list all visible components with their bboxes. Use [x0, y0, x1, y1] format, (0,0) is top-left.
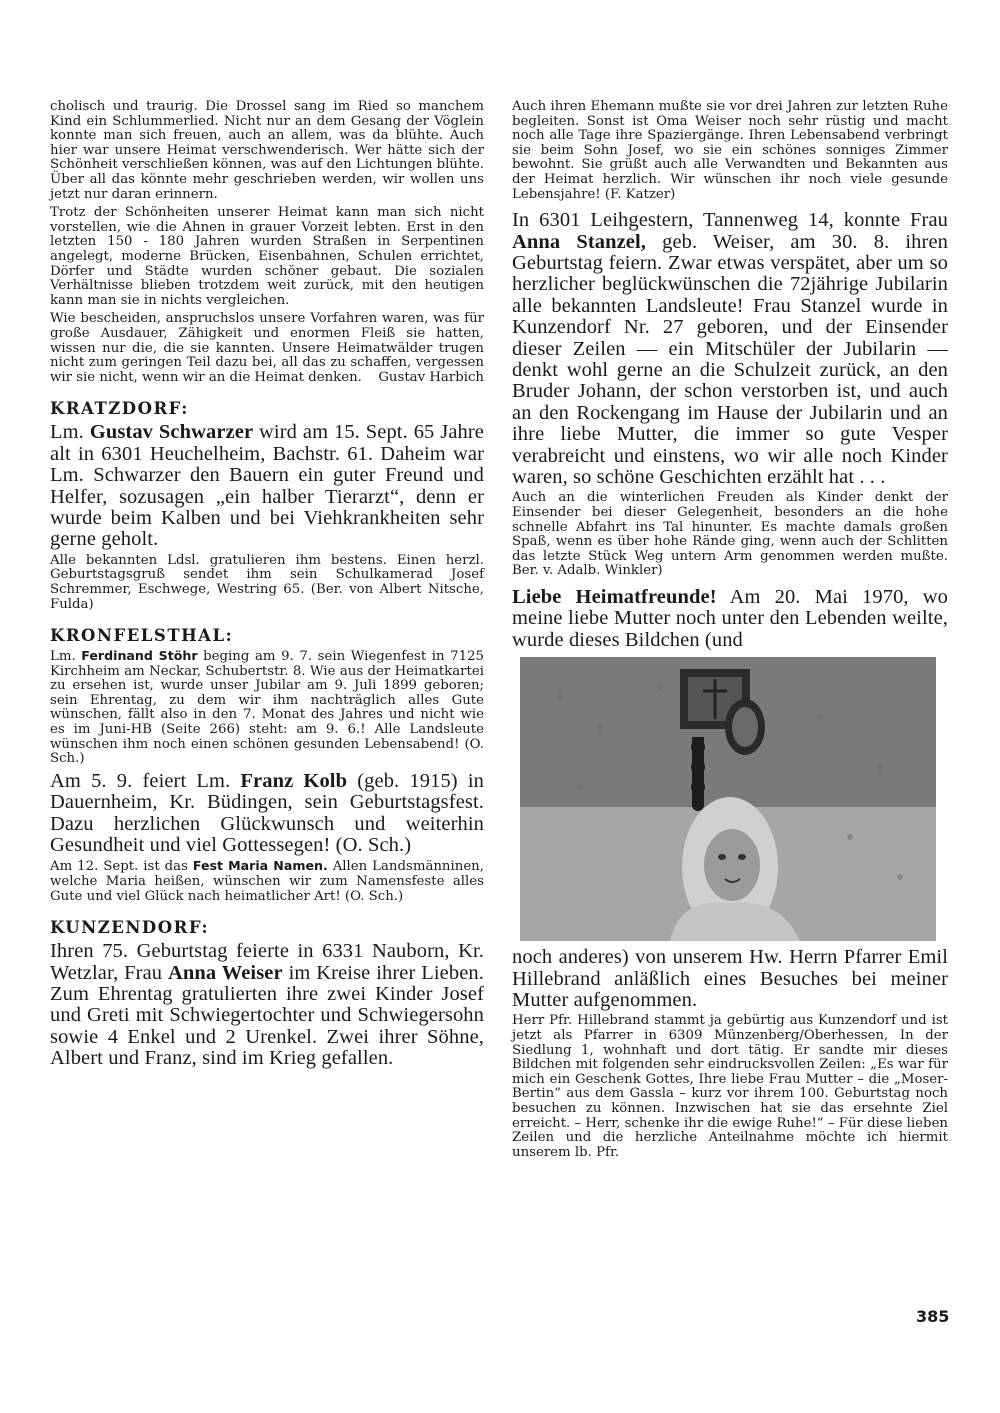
paragraph: In 6301 Leihgestern, Tannenweg 14, konnte Frau Anna Stanzel, geb. Weiser, am 30. 8. ihren Geburtstag feiern. Zwar etwas verspätet, aber um so herzlicher beglückwünschen die 72jährige Jubilarin alle bekannten Landsleute! Frau Stanzel wurde in Kunzendorf Nr. 27 geboren, und der Einsender dieser Zeilen — ein Mitschüler der Jubilarin — denkt wohl gerne an die Schulzeit zurück, an den Bruder Johann, der schon verstorben ist, und auch an den Rockengang im Hause der Jubilarin und an ihre liebe Mutter, die immer so gute Vesper verabreicht und einstens, wo wir alle noch Kinder waren, so schöne Geschichten erzählt hat . . . — [512, 209, 948, 489]
right-column — [512, 100, 948, 1164]
signature: Gustav Harbich — [378, 369, 484, 385]
paragraph: Lm. Ferdinand Stöhr beging am 9. 7. sein Wiegenfest in 7125 Kirchheim am Neckar, Schubertstr. 8. Wie aus der Heimatkartei zu ersehen ist, wurde unser Jubilar am 9. Juli 1899 geboren; sein Ehrentag, zu dem wir ihm nachträglich alles Gute wünschen, fällt also in den 7. Monat des Jahres und nicht wie es im Juni-HB (Seite 266) steht: am 9. 6.! Alle Landsleute wünschen ihm noch einen schönen gesunden Lebensabend! (O. Sch.) — [50, 648, 485, 767]
paragraph: Trotz der Schönheiten unserer Heimat kann man sich nicht vorstellen, wie die Ahnen in grauer Vorzeit lebten. Erst in den letzten 150 - 180 Jahren wurden Straßen in Serpentinen angelegt, moderne Brücken, Eisenbahnen, Schulen errichtet, Dörfer und Städte wurden schöner gebaut. Die sozialen Verhältnisse blieben trotzdem weit zurück, mit den heutigen kann man sie in nichts vergleichen. — [50, 205, 484, 308]
section-heading-kunzendorf: KUNZENDORF: — [50, 918, 210, 938]
paragraph: Wie bescheiden, anspruchslos unsere Vorfahren waren, was für große Ausdauer, Zähigkeit und enormen Fleiß sie hatten, wissen nur die, die sie kannten. Unsere Heimatwälder trugen nicht zum geringen Teil dazu bei, all das zu schaffen, vergessen wir sie nicht, wenn wir an die Heimat denken. Gustav Harbich — [50, 311, 484, 385]
paragraph: Alle bekannten Ldsl. gratulieren ihm bestens. Einen herzl. Geburtstagsgruß sendet ihm sein Schulkamerad Josef Schremmer, Eschwege, Westring 65. (Ber. von Albert Nitsche, Fulda) — [50, 552, 484, 612]
section-heading-kronfelsthal: KRONFELSTHAL: — [50, 626, 234, 646]
paragraph: Am 5. 9. feiert Lm. Franz Kolb (geb. 1915) in Dauernheim, Kr. Büdingen, sein Geburtstagsfest. Dazu herzlichen Glückwunsch und weiterhin Gesundheit und viel Gottessegen! (O. Sch.) — [50, 769, 484, 857]
paragraph: Auch an die winterlichen Freuden als Kinder denkt der Einsender bei dieser Gelegenheit, besonders an die hohe schnelle Abfahrt ins Tal hinunter. Es machte damals großen Spaß, wenn es über hohe Rände ging, wenn auch der Schlitten das letzte Stück Weg untern Arm genommen werden mußte. Ber. v. Adalb. Winkler) — [512, 490, 948, 579]
page-number: 385 — [916, 1307, 950, 1326]
section-heading-kratzdorf: KRATZDORF: — [50, 399, 189, 419]
paragraph: noch anderes) von unserem Hw. Herrn Pfarrer Emil Hillebrand anläßlich eines Besuches bei meiner Mutter aufgenommen. — [512, 946, 948, 1012]
paragraph: cholisch und traurig. Die Drossel sang im Ried so manchem Kind ein Schlummerlied. Nicht nur an dem Gesang der Vöglein konnte man sich freuen, auch an allem, was da blühte. Auch hier war unsere Heimat verschwenderisch. Wer hätte sich der Schönheit verschließen können, was auf den Lichtungen blühte. Über all das könnte mehr geschrieben werden, wir wollen uns jetzt nur daran erinnern. — [50, 99, 484, 202]
paragraph: Ihren 75. Geburtstag feierte in 6331 Nauborn, Kr. Wetzlar, Frau Anna Weiser im Kreise ihrer Lieben. Zum Ehrentag gratulierten ihre zwei Kinder Josef und Greti mit Schwiegertochter und Schwiegersohn sowie 4 Enkel und 2 Urenkel. Zwei ihrer Söhne, Albert und Franz, sind im Krieg gefallen. — [50, 940, 484, 1070]
photo-illustration — [520, 657, 936, 941]
paragraph: Liebe Heimatfreunde! Am 20. Mai 1970, wo meine liebe Mutter noch unter den Lebenden weilte, wurde dieses Bildchen (und — [512, 586, 948, 651]
paragraph: Auch ihren Ehemann mußte sie vor drei Jahren zur letzten Ruhe begleiten. Sonst ist Oma Weiser noch sehr rüstig und macht noch alle Tage ihre Spaziergänge. Ihren Lebensabend verbringt sie beim Sohn Josef, wo sie ein schönes sonniges Zimmer bewohnt. Sie grüßt auch alle Verwandten und Bekannten aus der Heimat herzlich. Wir wünschen ihr noch viele gesunde Lebensjahre! (F. Katzer) — [512, 99, 948, 202]
paragraph: Herr Pfr. Hillebrand stammt ja gebürtig aus Kunzendorf und ist jetzt als Pfarrer in 6309 Münzenberg/Oberhessen, In der Siedlung 1, wohnhaft und dort tätig. Er sandte mir dieses Bildchen mit folgenden sehr eindrucksvollen Zeilen: „Es war für mich ein Geschenk Gottes, Ihre liebe Frau Mutter – die „Moser-Bertin“ aus dem Gassla – kurz vor ihrem 100. Geburtstag noch besuchen zu können. Inzwischen hat sie das ersehnte Ziel erreicht. – Herr, schenke ihr die ewige Ruhe!“ – Für diese lieben Zeilen und die herzliche Anteilnahme möchte ich hiermit unserem lb. Pfr. — [512, 1013, 948, 1160]
paragraph: Am 12. Sept. ist das Fest Maria Namen. Allen Landsmänninen, welche Maria heißen, wünschen wir zum Namensfeste alles Gute und viel Glück nach heimatlicher Art! (O. Sch.) — [50, 858, 484, 904]
paragraph: Lm. Gustav Schwarzer wird am 15. Sept. 65 Jahre alt in 6301 Heuchelheim, Bachstr. 61. Daheim war Lm. Schwarzer den Bauern ein guter Freund und Helfer, sozusagen „ein halber Tierarzt“, denn er wurde beim Kalben und bei Viehkrankheiten sehr gerne geholt. — [50, 421, 485, 551]
portrait-photo — [520, 657, 936, 941]
left-column — [50, 100, 484, 1073]
